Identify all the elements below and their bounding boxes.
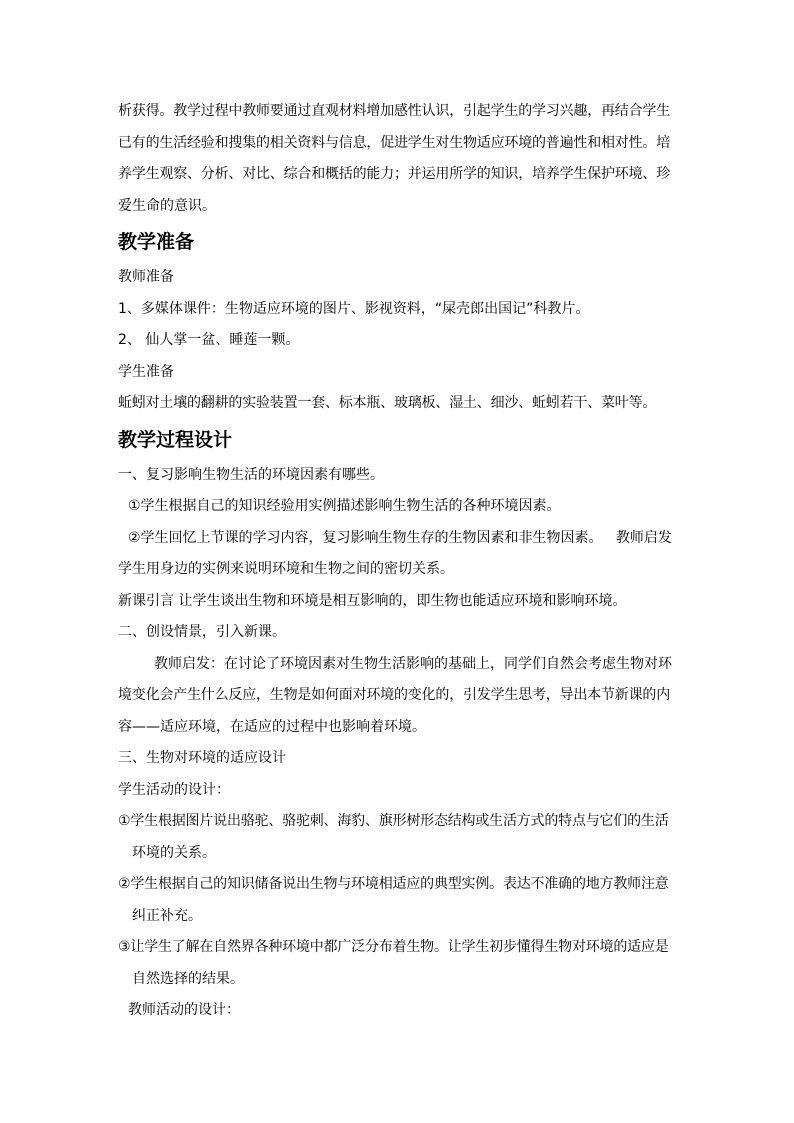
process-heading: 教学过程设计: [118, 428, 233, 451]
prep-heading: 教学准备: [118, 231, 195, 253]
teacher-prep-item-2: 2、 仙人掌一盆、睡莲一颗。: [118, 332, 300, 348]
section2-title: 二、创设情景，引入新课。: [118, 624, 286, 640]
section2-line-3: 容——适应环境，在适应的过程中也影响着环境。: [118, 718, 426, 735]
student-prep-item-1: 蚯蚓对土壤的翻耕的实验装置一套、标本瓶、玻璃板、湿土、细沙、蚯蚓若干、菜叶等。: [118, 395, 657, 411]
section2-line-2: 境变化会产生什么反应，生物是如何面对环境的变化的，引发学生思考，导出本节新课的内: [118, 687, 670, 703]
activity-1-line-2: 环境的关系。: [132, 844, 216, 861]
section1-item-2-line-2: 学生用身边的实例来说明环境和生物之间的密切关系。: [118, 561, 454, 577]
section1-item-2-line-1: ②学生回忆上节课的学习内容，复习影响生物生存的生物因素和非生物因素。 教师启发: [128, 529, 672, 546]
activity-2-line-1: ②学生根据自己的知识储备说出生物与环境相适应的典型实例。表达不准确的地方教师注意: [118, 876, 669, 892]
student-activity-label: 学生活动的设计：: [118, 781, 230, 798]
teacher-prep-label: 教师准备: [118, 269, 174, 285]
section3-title: 三、生物对环境的适应设计: [118, 750, 286, 766]
intro-line-3: 养学生观察、分析、对比、综合和概括的能力；并运用所学的知识，培养学生保护环境、珍: [118, 166, 670, 182]
student-prep-label: 学生准备: [118, 363, 174, 380]
section1-item-1: ①学生根据自己的知识经验用实例描述影响生物生活的各种环境因素。: [128, 498, 561, 514]
teacher-prep-item-1: 1、多媒体课件：生物适应环境的图片、影视资料，“屎壳郎出国记”科教片。: [118, 300, 590, 317]
teacher-activity-label: 教师活动的设计：: [128, 1002, 240, 1018]
activity-3-line-1: ③让学生了解在自然界各种环境中都广泛分布着生物。让学生初步懂得生物对环境的适应是: [118, 939, 669, 955]
new-lesson-intro: 新课引言 让学生谈出生物和环境是相互影响的，即生物也能适应环境和影响环境。: [118, 592, 627, 609]
intro-line-4: 爱生命的意识。: [118, 197, 216, 214]
section2-line-1: 教师启发：在讨论了环境因素对生物生活影响的基础上，同学们自然会考虑生物对环: [154, 655, 672, 672]
intro-line-1: 析获得。教学过程中教师要通过直观材料增加感性认识，引起学生的学习兴趣，再结合学生: [118, 103, 670, 119]
section1-title: 一、复习影响生物生活的环境因素有哪些。: [118, 466, 384, 483]
document-body: [118, 96, 678, 1027]
activity-2-line-2: 纠正补充。: [132, 907, 202, 924]
intro-line-2: 已有的生活经验和搜集的相关资料与信息，促进学生对生物适应环境的普遍性和相对性。培: [118, 134, 670, 151]
activity-1-line-1: ①学生根据图片说出骆驼、骆驼刺、海豹、旗形树形态结构或生活方式的特点与它们的生活: [118, 813, 669, 829]
activity-3-line-2: 自然选择的结果。: [132, 970, 244, 987]
